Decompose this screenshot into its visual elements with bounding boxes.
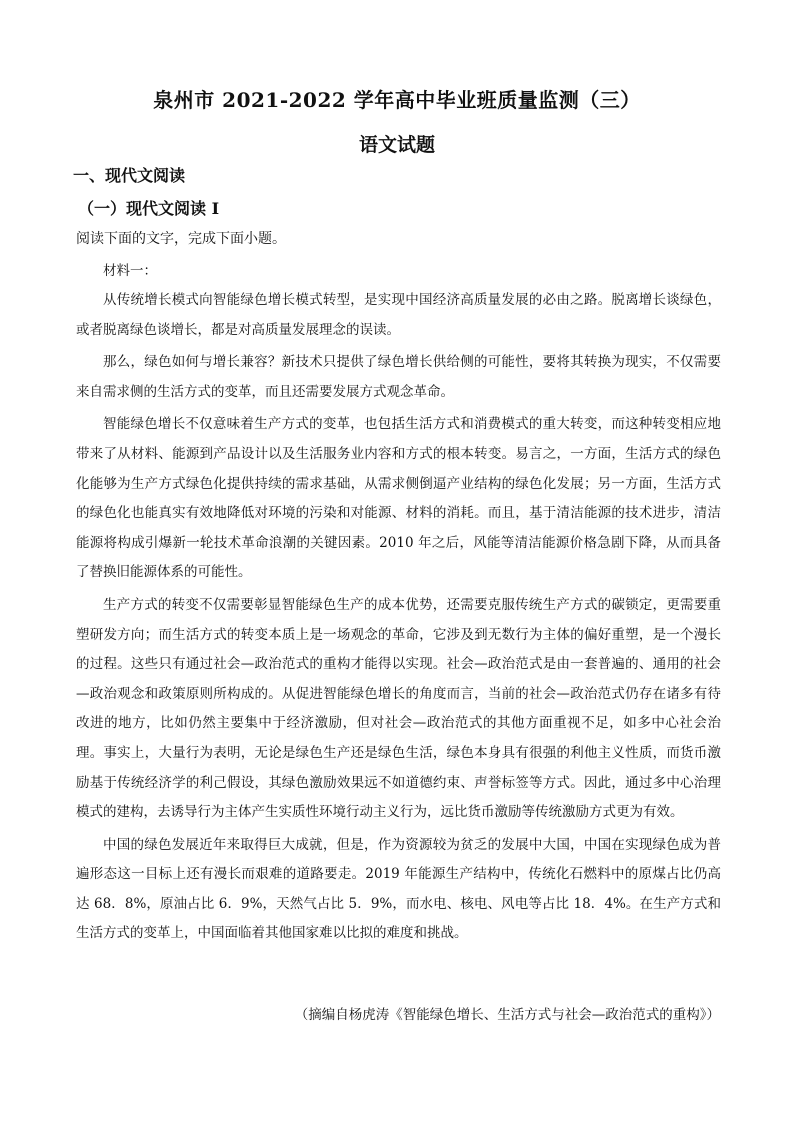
page-subtitle: 语文试题	[358, 134, 435, 156]
reading-passage	[76, 286, 721, 952]
reading-instruction: 阅读下面的文字，完成下面小题。	[76, 231, 286, 247]
material-label: 材料一：	[103, 263, 157, 279]
sub-heading: （一）现代文阅读 I	[78, 199, 220, 218]
paragraph-5: 中国的绿色发展近年来取得巨大成就，但是，作为资源较为贫乏的发展中大国，中国在实现绿色成为普遍形态这一目标上还有漫长而艰难的道路要走。2019 年能源生产结构中，传统化石燃料中的原煤占比仍高达 68．8%，原油占比 6．9%，天然气占比 5．9%，而水电、核电、风电等占比 18．4%。在生产方式和生活方式的变革上，中国面临着其他国家难以比拟的难度和挑战。	[76, 836, 721, 942]
source-citation: （摘编自杨虎涛《智能绿色增长、生活方式与社会—政治范式的重构》）	[294, 1007, 720, 1023]
paragraph-3: 智能绿色增长不仅意味着生产方式的变革，也包括生活方式和消费模式的重大转变，而这种转变相应地带来了从材料、能源到产品设计以及生活服务业内容和方式的根本转变。易言之，一方面，生活方式的绿色化能够为生产方式绿色化提供持续的需求基础，从需求侧倒逼产业结构的绿色化发展；另一方面，生活方式的绿色化也能真实有效地降低对环境的污染和对能源、材料的消耗。而且，基于清洁能源的技术进步，清洁能源将构成引爆新一轮技术革命浪潮的关键因素。2010 年之后，风能等清洁能源价格急剧下降，从而具备了替换旧能源体系的可能性。	[76, 416, 721, 581]
paragraph-4: 生产方式的转变不仅需要彰显智能绿色生产的成本优势，还需要克服传统生产方式的碳锁定，更需要重塑研发方向；而生活方式的转变本质上是一场观念的革命，它涉及到无数行为主体的偏好重塑，是一个漫长的过程。这些只有通过社会—政治范式的重构才能得以实现。社会—政治范式是由一套普遍的、通用的社会—政治观念和政策原则所构成的。从促进智能绿色增长的角度而言，当前的社会—政治范式仍存在诸多有待改进的地方，比如仍然主要集中于经济激励，但对社会—政治范式的其他方面重视不足，如多中心社会治理。事实上，大量行为表明，无论是绿色生产还是绿色生活，绿色本身具有很强的利他主义性质，而货币激励基于传统经济学的利己假设，其绿色激励效果远不如道德约束、声誉标签等方式。因此，通过多中心治理模式的建构，去诱导行为主体产生实质性环境行动主义行为，远比货币激励等传统激励方式更为有效。	[76, 596, 721, 821]
paragraph-1: 从传统增长模式向智能绿色增长模式转型，是实现中国经济高质量发展的必由之路。脱离增长谈绿色，或者脱离绿色谈增长，都是对高质量发展理念的误读。	[76, 292, 721, 338]
paragraph-2: 那么，绿色如何与增长兼容？新技术只提供了绿色增长供给侧的可能性，要将其转换为现实，不仅需要来自需求侧的生活方式的变革，而且还需要发展方式观念革命。	[76, 354, 721, 400]
page-title: 泉州市 2021-2022 学年高中毕业班质量监测（三）	[153, 88, 641, 112]
section-heading: 一、现代文阅读	[73, 166, 186, 185]
